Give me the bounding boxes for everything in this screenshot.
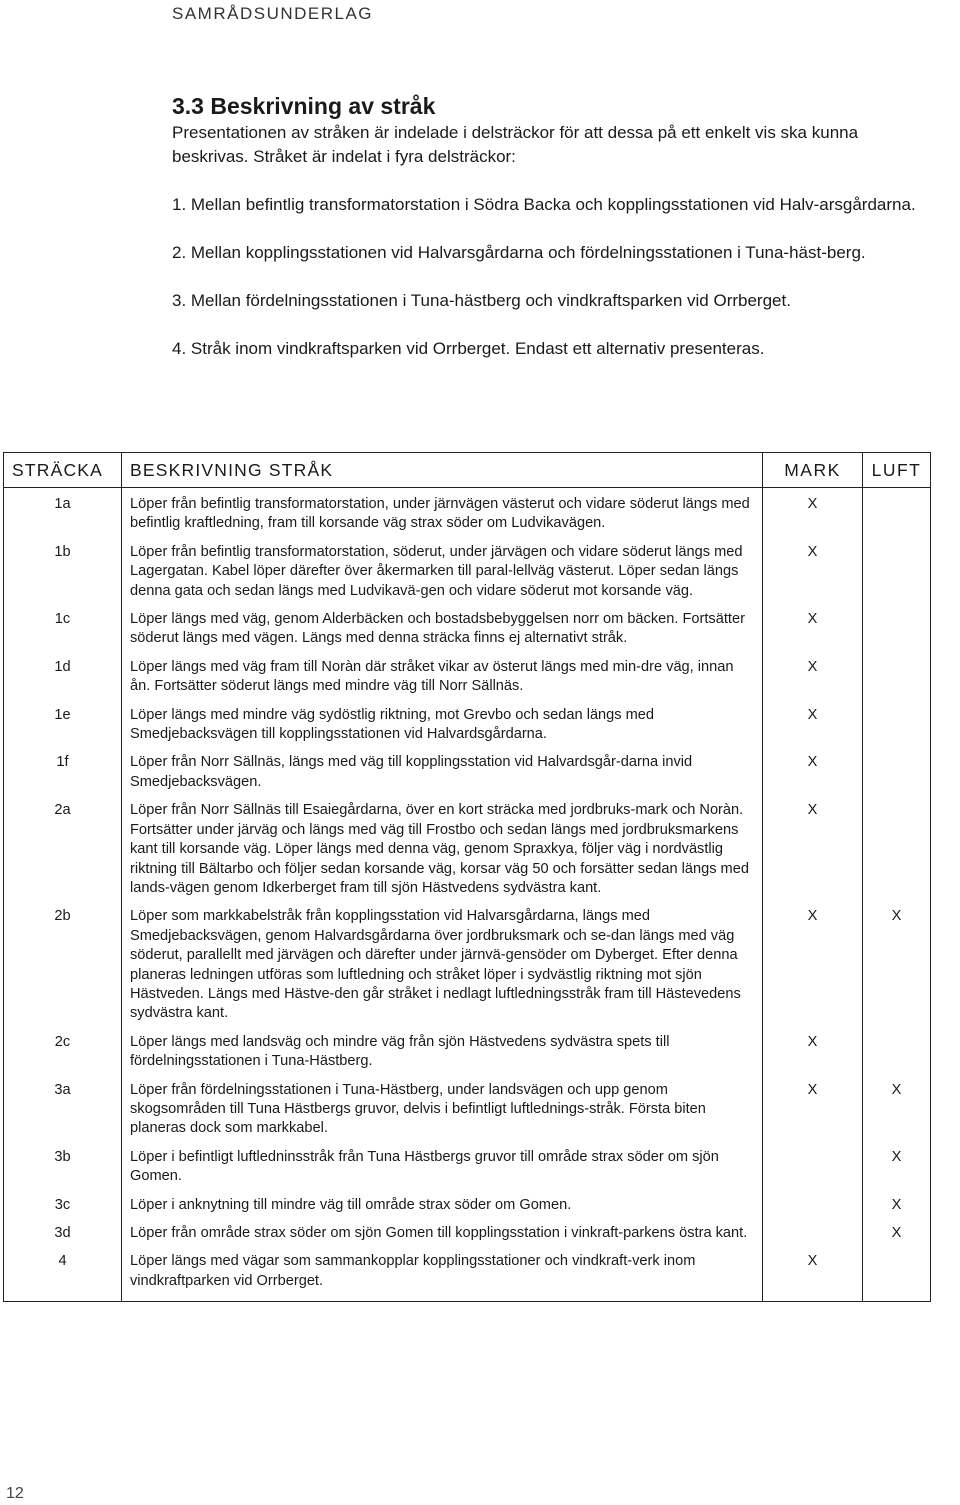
cell-luft [863,488,931,543]
cell-mark: X [763,488,863,543]
segment-list [172,193,932,361]
cell-beskrivning: Löper i befintligt luftledninsstråk från Tuna Hästbergs gruvor till område strax söder om sjön Gomen. [122,1148,763,1196]
cell-beskrivning: Löper som markkabelstråk från kopplingsstation vid Halvarsgårdarna, längs med Smedjebacksvägen, genom Halvardsgårdarna över jordbruksmark och se-dan längs med väg söderut, parallellt med järvägen och därefter under järnvä-gensöder om Dyberget. Efter denna planeras ledningen utföras som luftledning och stråket löper i sydvästlig riktning mot sjön Hästveden. Längs med Hästve-den går stråket i nedlagt luftledningsstråk fram till Hästevedens sydvästra kant. [122,907,763,1032]
cell-mark: X [763,658,863,706]
cell-mark: X [763,610,863,658]
cell-luft: X [863,1196,931,1224]
cell-stracka: 3b [4,1148,122,1196]
cell-stracka: 1c [4,610,122,658]
cell-beskrivning: Löper längs med väg fram till Noràn där stråket vikar av österut längs med min-dre väg, innan ån. Fortsätter söderut längs med mindre väg till Norr Sällnäs. [122,658,763,706]
table-row [4,1224,931,1252]
cell-luft [863,706,931,754]
running-head: SAMRÅDSUNDERLAG [172,4,374,23]
segment-item: 1. Mellan befintlig transformatorstation i Södra Backa och kopplingsstationen vid Halv-arsgårdarna. [172,195,916,214]
route-rows [4,488,931,1302]
cell-luft [863,543,931,610]
cell-stracka: 1a [4,488,122,543]
table-row [4,907,931,1032]
route-table [3,452,931,1302]
section-3-3 [172,92,932,361]
header-beskrivning: BESKRIVNING STRÅK [122,453,763,488]
table-row [4,753,931,801]
table-row [4,1033,931,1081]
cell-mark: X [763,1252,863,1301]
cell-stracka: 4 [4,1252,122,1301]
cell-stracka: 1d [4,658,122,706]
table-row [4,658,931,706]
cell-stracka: 3c [4,1196,122,1224]
table-header-row [4,453,931,488]
table-row [4,1252,931,1301]
page-number: 12 [6,1485,24,1502]
cell-stracka: 3d [4,1224,122,1252]
cell-luft: X [863,1081,931,1148]
cell-mark: X [763,801,863,907]
cell-stracka: 3a [4,1081,122,1148]
cell-stracka: 1e [4,706,122,754]
cell-mark: X [763,907,863,1032]
cell-beskrivning: Löper längs med mindre väg sydöstlig riktning, mot Grevbo och sedan längs med Smedjebacksvägen till kopplingsstationen vid Halvardsgårdarna. [122,706,763,754]
cell-beskrivning: Löper från befintlig transformatorstation, söderut, under järvägen och vidare söderut längs med Lagergatan. Kabel löper därefter över åkermarken till paral-lellväg västerut. Löper sedan längs denna gata och sedan längs med Ludvikavä-gen och vidare söderut mot korsande väg. [122,543,763,610]
cell-mark: X [763,543,863,610]
cell-mark [763,1224,863,1252]
cell-luft [863,753,931,801]
table-row [4,543,931,610]
cell-stracka: 2b [4,907,122,1032]
cell-luft: X [863,1148,931,1196]
cell-beskrivning: Löper från område strax söder om sjön Gomen till kopplingsstation i vinkraft-parkens östra kant. [122,1224,763,1252]
table-row [4,610,931,658]
cell-beskrivning: Löper längs med landsväg och mindre väg från sjön Hästvedens sydvästra spets till fördelningsstationen i Tuna-Hästberg. [122,1033,763,1081]
cell-luft [863,1252,931,1301]
table-row [4,1148,931,1196]
cell-luft [863,801,931,907]
cell-luft: X [863,907,931,1032]
segment-item: 2. Mellan kopplingsstationen vid Halvarsgårdarna och fördelningsstationen i Tuna-häst-berg. [172,243,866,262]
cell-luft [863,1033,931,1081]
header-luft: LUFT [863,453,931,488]
cell-mark: X [763,1033,863,1081]
table-row [4,1081,931,1148]
cell-stracka: 2c [4,1033,122,1081]
cell-stracka: 1f [4,753,122,801]
cell-stracka: 2a [4,801,122,907]
header-stracka: STRÄCKA [4,453,122,488]
cell-luft [863,610,931,658]
section-heading: 3.3 Beskrivning av stråk [172,93,436,119]
table-row [4,706,931,754]
cell-stracka: 1b [4,543,122,610]
cell-beskrivning: Löper från Norr Sällnäs, längs med väg till kopplingsstation vid Halvardsgår-darna invid Smedjebacksvägen. [122,753,763,801]
cell-mark [763,1196,863,1224]
cell-luft [863,658,931,706]
table-row [4,801,931,907]
table-row [4,1196,931,1224]
cell-beskrivning: Löper från befintlig transformatorstation, under järnvägen västerut och vidare söderut längs med befintlig kraftledning, fram till korsande väg strax söder om Ludvikavägen. [122,488,763,543]
section-intro: Presentationen av stråken är indelade i delsträckor för att dessa på ett enkelt vis ska kunna beskrivas. Stråket är indelat i fyra delsträckor: [172,123,859,166]
segment-item: 4. Stråk inom vindkraftsparken vid Orrberget. Endast ett alternativ presenteras. [172,339,765,358]
cell-beskrivning: Löper i anknytning till mindre väg till område strax söder om Gomen. [122,1196,763,1224]
cell-mark: X [763,1081,863,1148]
cell-luft: X [863,1224,931,1252]
cell-mark: X [763,753,863,801]
cell-beskrivning: Löper längs med väg, genom Alderbäcken och bostadsbebyggelsen norr om bäcken. Fortsätter söderut längs med vägen. Längs med denna sträcka finns ej alternativt stråk. [122,610,763,658]
cell-mark [763,1148,863,1196]
table-row [4,488,931,543]
cell-beskrivning: Löper från fördelningsstationen i Tuna-Hästberg, under landsvägen och upp genom skogsområden till Tuna Hästbergs gruvor, delvis i befintligt luftlednings-stråk. Första biten planeras dock som markkabel. [122,1081,763,1148]
header-mark: MARK [763,453,863,488]
cell-beskrivning: Löper längs med vägar som sammankopplar kopplingsstationer och vindkraft-verk inom vindkraftparken vid Orrberget. [122,1252,763,1301]
cell-beskrivning: Löper från Norr Sällnäs till Esaiegårdarna, över en kort sträcka med jordbruks-mark och Noràn. Fortsätter under järväg och längs med väg till Frostbo och sedan längs med jordbruksmarkens kant till korsande väg. Löper längs med denna väg, genom Spraxkya, följer väg i nordvästlig riktning till Bältarbo och följer sedan korsande väg, korsar väg 50 och forsätter sedan längs med lands-vägen genom Idkerberget fram till sjön Hästvedens sydvästra kant. [122,801,763,907]
segment-item: 3. Mellan fördelningsstationen i Tuna-hästberg och vindkraftsparken vid Orrberget. [172,291,791,310]
cell-mark: X [763,706,863,754]
